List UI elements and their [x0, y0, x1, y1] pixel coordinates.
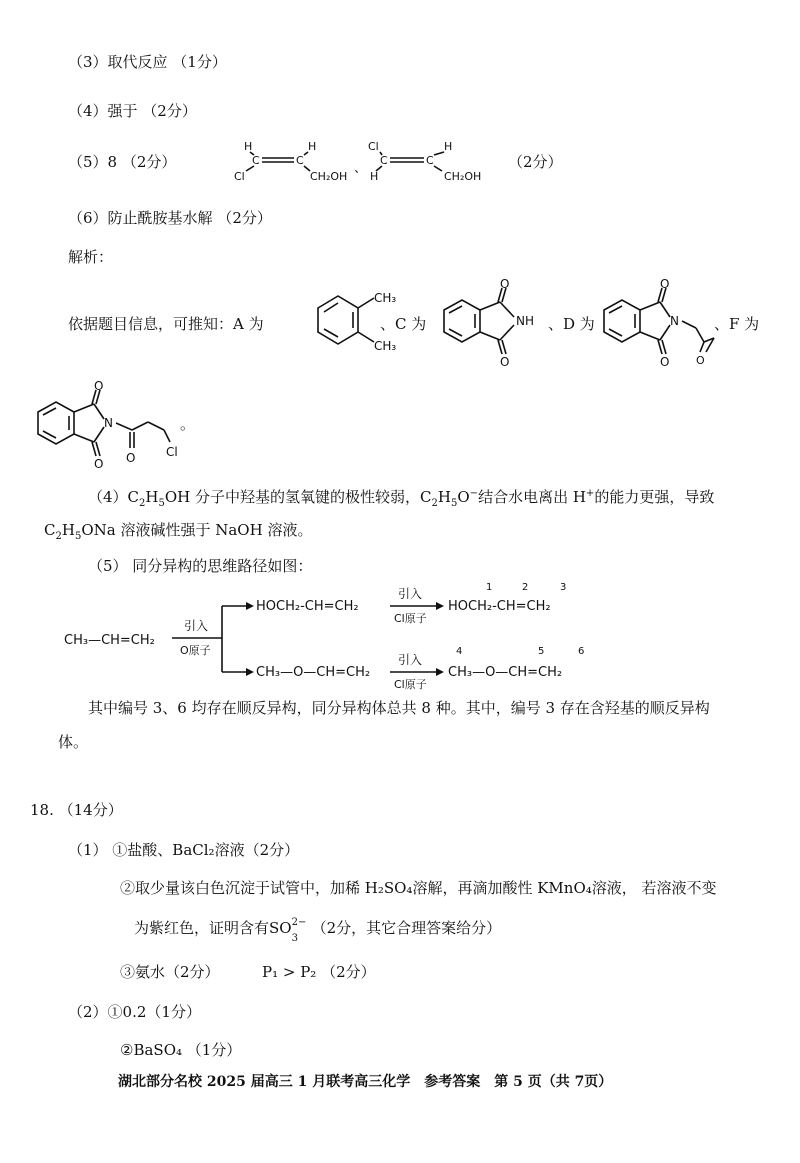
q18-1-2-b: 为紫红色，证明含有SO 2− 3 （2分，其它合理答案给分）: [134, 917, 502, 944]
d-n: N: [670, 314, 679, 328]
iso1-ch2oh: CH₂OH: [310, 170, 348, 183]
arrow2-top: 引入: [398, 587, 423, 601]
num-1: 1: [486, 582, 493, 593]
analysis-label: 解析：: [68, 248, 114, 266]
cis-trans-isomers-structure: [230, 136, 550, 186]
q18-title: 18. （14分）: [30, 801, 123, 819]
iso2-c2: C: [426, 154, 434, 167]
analysis-4-line2: $C_2H_5ONa$ 溶液碱性强于 NaOH 溶液。: [44, 521, 313, 542]
iso1-h-top-left: H: [244, 140, 253, 153]
sulfite-ion: SO: [269, 919, 292, 937]
sep-f: 、F 为: [714, 315, 760, 333]
upper-end: HOCH₂-CH=CH₂: [448, 599, 551, 614]
analysis-5-conclusion-2: 体。: [58, 733, 89, 751]
iso1-h-top-right: H: [308, 140, 317, 153]
lower-middle: CH₃—O—CH=CH₂: [256, 665, 371, 680]
iso1-c1: C: [252, 154, 260, 167]
q18-1-3-b: P₁ > P₂ （2分）: [262, 963, 376, 981]
isomer-path-diagram: [60, 580, 620, 690]
arrow2-bottom: Cl原子: [394, 612, 427, 625]
page-footer: 湖北部分名校 2025 届高三 1 月联考高三化学 参考答案 第 5 页（共 7页）: [118, 1074, 613, 1090]
analysis-5-heading: （5） 同分异构的思维路径如图：: [88, 557, 313, 575]
f-cl: Cl: [166, 445, 178, 459]
isomer-separator: 、: [354, 161, 368, 176]
q18-1-1: （1） ①盐酸、BaCl₂溶液（2分）: [68, 841, 300, 859]
c-o-bottom: O: [500, 355, 510, 369]
q18-2-1: （2）①0.2（1分）: [68, 1003, 201, 1021]
num-6: 6: [578, 646, 585, 657]
lower-end: CH₃—O—CH=CH₂: [448, 665, 563, 680]
num-4: 4: [456, 646, 463, 657]
upper-middle: HOCH₂-CH=CH₂: [256, 599, 359, 614]
q18-1-3: ③氨水（2分）: [120, 963, 220, 981]
a-ch3-top: CH₃: [374, 291, 397, 305]
end-mark: 。: [180, 415, 196, 433]
iso2-h-bottom: H: [370, 170, 379, 183]
num-5: 5: [538, 646, 545, 657]
f-n: N: [104, 416, 113, 430]
iso2-ch2oh: CH₂OH: [444, 170, 482, 183]
arrow3-bottom: Cl原子: [394, 678, 427, 691]
num-2: 2: [522, 582, 529, 593]
q18-1-2-a: ②取少量该白色沉淀于试管中，加稀 H₂SO₄溶解，再滴加酸性 KMnO₄溶液， 若溶液不变: [120, 879, 717, 897]
answer-6: （6）防止酰胺基水解 （2分）: [68, 209, 272, 227]
arrow1-bottom: O原子: [180, 644, 211, 657]
arrow1-top: 引入: [184, 619, 209, 633]
iso2-cl: Cl: [368, 140, 379, 153]
answer-4: （4）强于 （2分）: [68, 102, 197, 120]
sep-c: 、C 为: [380, 315, 427, 333]
c-nh: NH: [516, 314, 534, 328]
iso2-h-top: H: [444, 140, 453, 153]
c-o-top: O: [500, 277, 510, 291]
d-o-bottom: O: [660, 355, 670, 369]
iso1-c2: C: [296, 154, 304, 167]
answer-3: （3）取代反应 （1分）: [68, 53, 227, 71]
diagram-start: CH₃—CH=CH₂: [64, 633, 155, 648]
answer-5-suffix: （2分）: [508, 153, 563, 171]
arrow3-top: 引入: [398, 653, 423, 667]
q18-2-2: ②BaSO₄ （1分）: [120, 1041, 242, 1059]
analysis-4-line1: $(4)C_2H_5OH$ 分子中羟基的氢氧键的极性较弱，$C_2H_5O^-$结合水电离出 H+的能力更强，导致: [88, 488, 715, 509]
f-ketone-o: O: [126, 451, 136, 465]
f-o-top: O: [94, 379, 104, 393]
analysis-5-conclusion-1: 其中编号 3、6 均存在顺反异构，同分异构体总共 8 种。其中，编号 3 存在含羟基的顺反异构: [88, 699, 710, 717]
a-ch3-bottom: CH₃: [374, 339, 397, 353]
d-o-top: O: [660, 277, 670, 291]
analysis-intro: 依据题目信息，可推知：A 为: [68, 315, 264, 333]
sep-d: 、D 为: [548, 315, 595, 333]
answer-5-prefix: （5）8 （2分）: [68, 153, 177, 171]
num-3: 3: [560, 582, 567, 593]
iso1-cl: Cl: [234, 170, 245, 183]
iso2-c1: C: [380, 154, 388, 167]
d-epoxide-o: O: [696, 354, 705, 367]
f-o-bottom: O: [94, 457, 104, 471]
